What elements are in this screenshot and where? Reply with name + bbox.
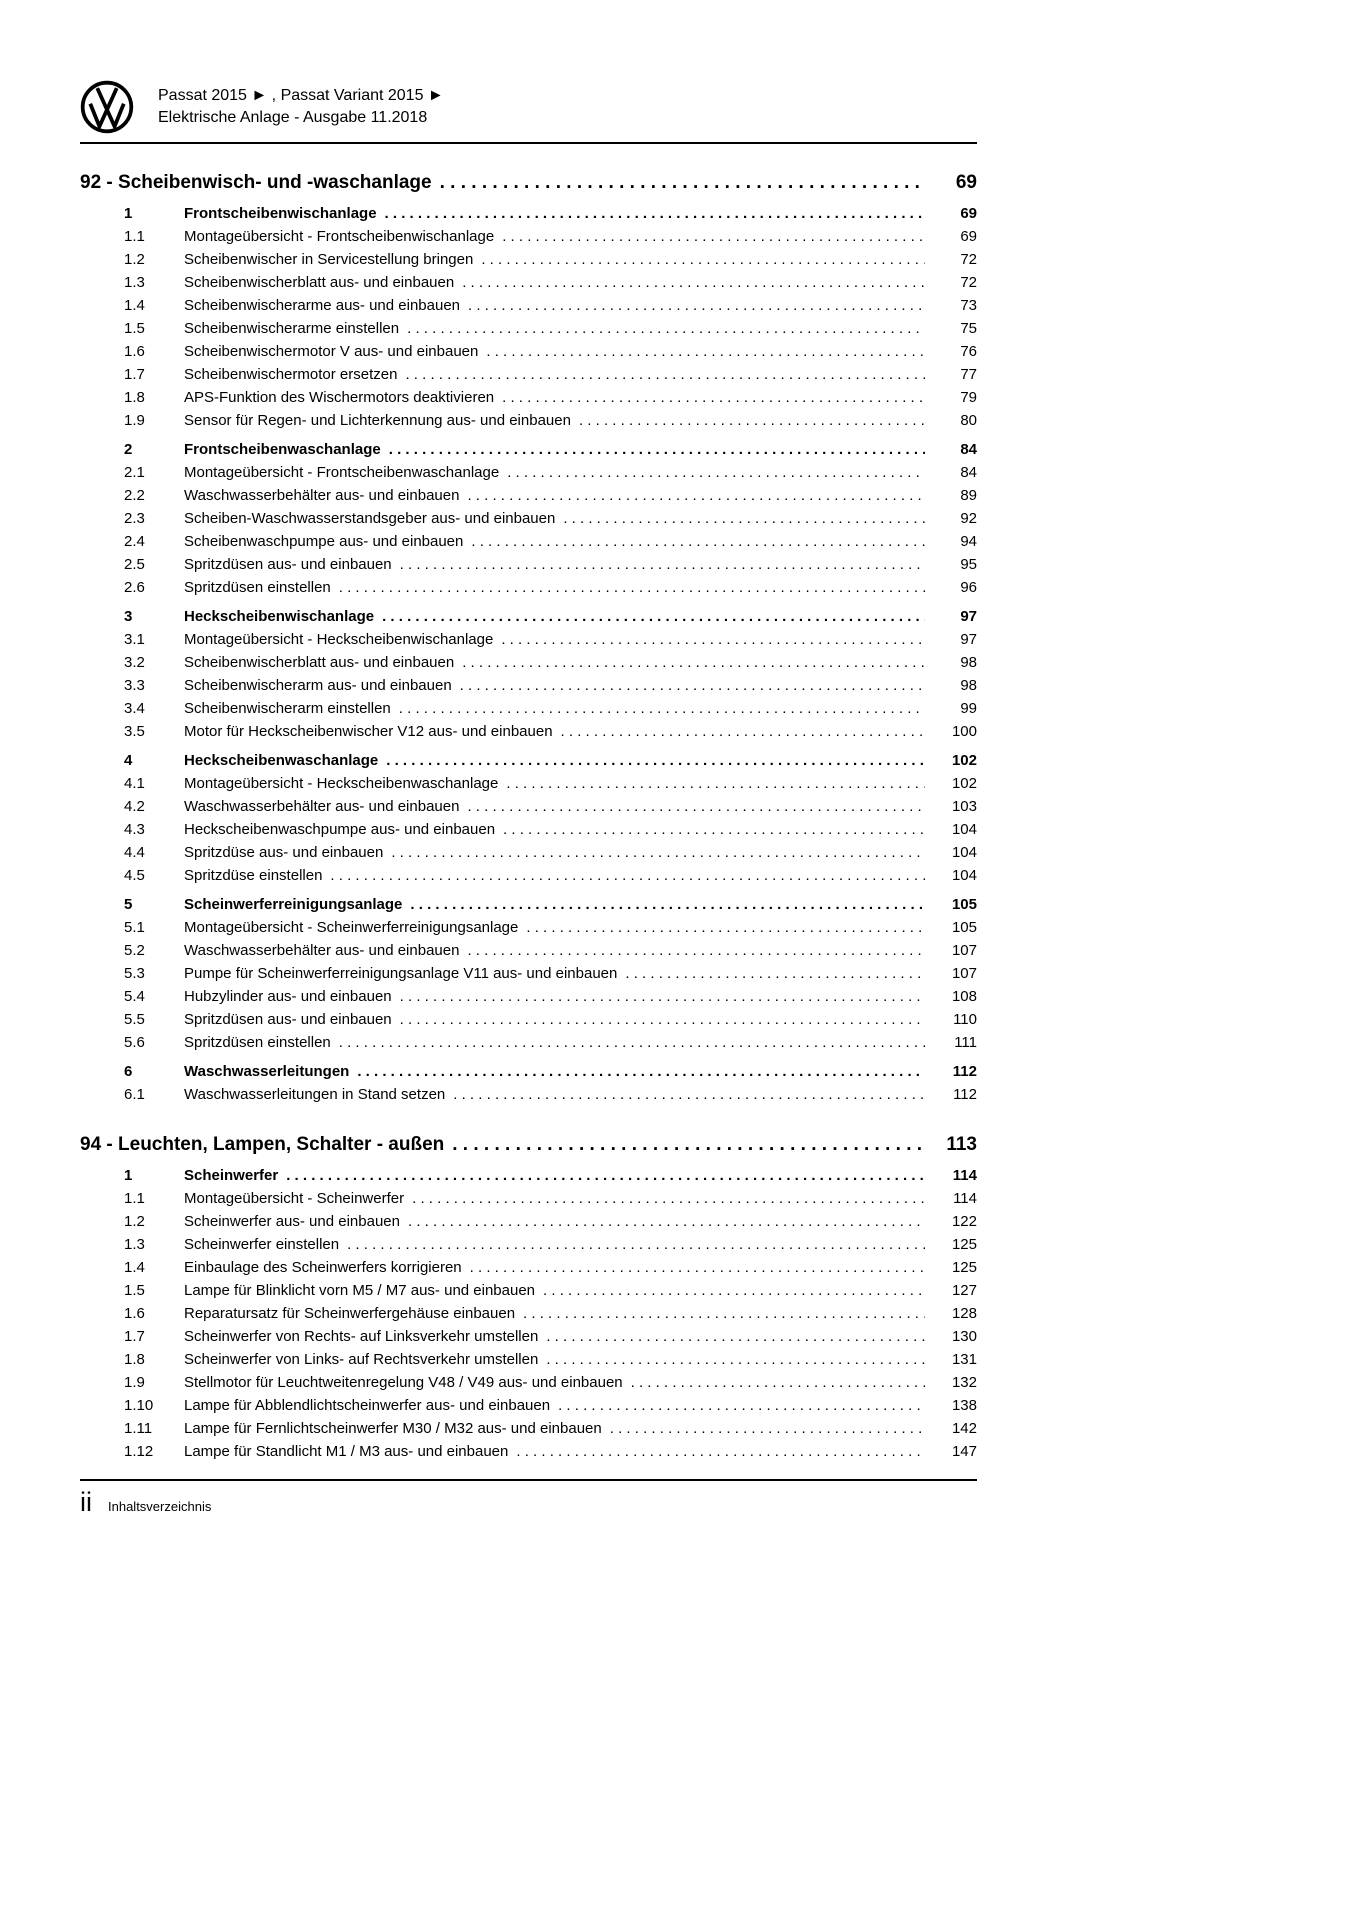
dot-leader	[400, 553, 925, 576]
entry-label: Spritzdüse einstellen	[184, 867, 323, 884]
entry-number: 6.1	[124, 1086, 145, 1103]
entry-label: Stellmotor für Leuchtweitenregelung V48 / V49 aus- und einbauen	[184, 1374, 623, 1391]
entry-label: Lampe für Standlicht M1 / M3 aus- und einbauen	[184, 1443, 509, 1460]
entry-page-number: 84	[960, 464, 977, 481]
entry-number: 4	[124, 752, 133, 769]
toc-entry[interactable]	[80, 1302, 977, 1325]
entry-page-number: 130	[951, 1328, 977, 1345]
toc-entry[interactable]	[80, 1210, 977, 1233]
toc-entry[interactable]	[80, 294, 977, 317]
entry-page-number: 80	[960, 412, 977, 429]
dot-leader	[408, 1210, 925, 1233]
entry-page-number: 110	[953, 1011, 977, 1028]
dot-leader	[468, 294, 925, 317]
dot-leader	[481, 248, 925, 271]
vw-logo-icon	[80, 80, 134, 134]
toc-entry[interactable]	[80, 1031, 977, 1054]
toc-entry[interactable]	[80, 795, 977, 818]
dot-leader	[399, 697, 925, 720]
header	[80, 80, 977, 134]
entry-label: Frontscheibenwaschanlage	[184, 441, 381, 458]
entry-label: Scheinwerfer	[184, 1167, 279, 1184]
entry-page-number: 112	[953, 1086, 977, 1103]
entry-page-number: 107	[951, 965, 977, 982]
entry-label: Spritzdüse aus- und einbauen	[184, 844, 384, 861]
entry-number: 5.2	[124, 942, 145, 959]
entry-label: Hubzylinder aus- und einbauen	[184, 988, 392, 1005]
entry-number: 1.2	[124, 1213, 145, 1230]
dot-leader	[385, 202, 925, 225]
entry-page-number: 72	[960, 251, 977, 268]
dot-leader	[462, 271, 925, 294]
entry-number: 2	[124, 441, 133, 458]
dot-leader	[523, 1302, 925, 1325]
toc-entry[interactable]	[80, 864, 977, 887]
entry-number: 3.2	[124, 654, 145, 671]
entry-label: Waschwasserleitungen in Stand setzen	[184, 1086, 446, 1103]
dot-leader	[502, 386, 925, 409]
entry-number: 6	[124, 1063, 133, 1080]
entry-page-number: 147	[951, 1443, 977, 1460]
entry-label: Sensor für Regen- und Lichterkennung aus- und einbauen	[184, 412, 571, 429]
dot-leader	[286, 1164, 925, 1187]
entry-number: 4.4	[124, 844, 145, 861]
entry-label: Einbaulage des Scheinwerfers korrigieren	[184, 1259, 462, 1276]
toc-entry[interactable]	[80, 225, 977, 248]
entry-label: Scheinwerfer aus- und einbauen	[184, 1213, 400, 1230]
entry-page-number: 127	[951, 1282, 977, 1299]
dot-leader	[339, 576, 925, 599]
entry-number: 1.3	[124, 274, 145, 291]
dot-leader	[389, 438, 925, 461]
entry-number: 1.9	[124, 1374, 145, 1391]
entry-label: Montageübersicht - Heckscheibenwischanlage	[184, 631, 494, 648]
toc	[80, 144, 977, 1463]
toc-entry[interactable]	[80, 271, 977, 294]
entry-page-number: 89	[960, 487, 977, 504]
toc-entry[interactable]	[80, 1164, 977, 1187]
dot-leader	[467, 484, 925, 507]
dot-leader	[460, 674, 925, 697]
toc-entry[interactable]	[80, 1008, 977, 1031]
entry-label: Frontscheibenwischanlage	[184, 205, 377, 222]
header-text	[158, 85, 444, 129]
toc-entry[interactable]	[80, 461, 977, 484]
entry-number: 2.2	[124, 487, 145, 504]
toc-entry[interactable]	[80, 1083, 977, 1106]
dot-leader	[502, 225, 925, 248]
entry-page-number: 72	[960, 274, 977, 291]
entry-label: Montageübersicht - Frontscheibenwaschanlage	[184, 464, 500, 481]
entry-page-number: 75	[960, 320, 977, 337]
entry-number: 1.5	[124, 320, 145, 337]
entry-page-number: 69	[960, 228, 977, 245]
section-page-number: 69	[955, 172, 977, 193]
dot-leader	[339, 1031, 925, 1054]
entry-label: Scheibenwischerarm aus- und einbauen	[184, 677, 452, 694]
dot-leader	[516, 1440, 925, 1463]
entry-page-number: 98	[960, 654, 977, 671]
dot-leader	[407, 317, 925, 340]
entry-number: 3	[124, 608, 133, 625]
entry-label: Waschwasserbehälter aus- und einbauen	[184, 942, 460, 959]
toc-entry[interactable]	[80, 1348, 977, 1371]
toc-entry[interactable]	[80, 962, 977, 985]
toc-entry[interactable]	[80, 202, 977, 225]
entry-page-number: 94	[960, 533, 977, 550]
entry-number: 3.5	[124, 723, 145, 740]
dot-leader	[546, 1325, 925, 1348]
toc-entry[interactable]	[80, 484, 977, 507]
entry-label: Montageübersicht - Frontscheibenwischanlage	[184, 228, 495, 245]
dot-leader	[546, 1348, 925, 1371]
entry-page-number: 104	[951, 821, 977, 838]
dot-leader	[558, 1394, 925, 1417]
dot-leader	[501, 628, 925, 651]
entry-number: 1.7	[124, 366, 145, 383]
toc-entry[interactable]	[80, 720, 977, 743]
entry-page-number: 131	[951, 1351, 977, 1368]
entry-label: Spritzdüsen aus- und einbauen	[184, 1011, 392, 1028]
header-title-line1: Passat 2015 ► , Passat Variant 2015 ►	[158, 87, 444, 104]
dot-leader	[563, 507, 925, 530]
entry-page-number: 99	[960, 700, 977, 717]
entry-number: 1.9	[124, 412, 145, 429]
entry-page-number: 111	[954, 1034, 977, 1051]
entry-number: 3.3	[124, 677, 145, 694]
entry-number: 5	[124, 896, 133, 913]
dot-leader	[412, 1187, 925, 1210]
entry-page-number: 97	[960, 631, 977, 648]
dot-leader	[382, 605, 925, 628]
entry-page-number: 92	[960, 510, 977, 527]
dot-leader	[400, 1008, 925, 1031]
dot-leader	[347, 1233, 925, 1256]
entry-page-number: 104	[951, 867, 977, 884]
entry-label: Scheibenwischerblatt aus- und einbauen	[184, 654, 455, 671]
toc-entry[interactable]	[80, 507, 977, 530]
entry-page-number: 114	[952, 1167, 977, 1184]
toc-entry[interactable]	[80, 605, 977, 628]
dot-leader	[526, 916, 925, 939]
entry-number: 1.4	[124, 1259, 145, 1276]
entry-label: Scheibenwischermotor ersetzen	[184, 366, 398, 383]
entry-page-number: 128	[951, 1305, 977, 1322]
entry-page-number: 100	[951, 723, 977, 740]
toc-entry[interactable]	[80, 1417, 977, 1440]
toc-entry[interactable]	[80, 1279, 977, 1302]
entry-number: 1	[124, 205, 133, 222]
entry-page-number: 77	[960, 366, 977, 383]
entry-number: 1	[124, 1167, 133, 1184]
dot-leader	[453, 1083, 925, 1106]
entry-number: 4.2	[124, 798, 145, 815]
toc-entry[interactable]	[80, 1256, 977, 1279]
toc-entry[interactable]	[80, 985, 977, 1008]
entry-number: 5.5	[124, 1011, 145, 1028]
entry-label: Waschwasserbehälter aus- und einbauen	[184, 798, 460, 815]
footer-page-number: ii	[80, 1487, 92, 1517]
entry-page-number: 96	[960, 579, 977, 596]
entry-label: Spritzdüsen einstellen	[184, 1034, 331, 1051]
dot-leader	[467, 939, 925, 962]
entry-label: Motor für Heckscheibenwischer V12 aus- und einbauen	[184, 723, 553, 740]
entry-page-number: 98	[960, 677, 977, 694]
entry-number: 4.3	[124, 821, 145, 838]
entry-number: 1.1	[124, 1190, 145, 1207]
entry-number: 4.5	[124, 867, 145, 884]
entry-label: Heckscheibenwischanlage	[184, 608, 375, 625]
entry-page-number: 142	[951, 1420, 977, 1437]
dot-leader	[486, 340, 925, 363]
toc-entry[interactable]	[80, 248, 977, 271]
dot-leader	[610, 1417, 925, 1440]
entry-number: 5.4	[124, 988, 145, 1005]
entry-label: Scheibenwischerarme einstellen	[184, 320, 400, 337]
entry-page-number: 104	[951, 844, 977, 861]
toc-section-heading[interactable]	[80, 170, 977, 196]
entry-page-number: 105	[951, 919, 977, 936]
toc-entry[interactable]	[80, 893, 977, 916]
entry-number: 1.3	[124, 1236, 145, 1253]
dot-leader	[471, 530, 925, 553]
toc-entry[interactable]	[80, 628, 977, 651]
section-title: 92 - Scheibenwisch- und -waschanlage	[80, 172, 432, 193]
entry-label: Heckscheibenwaschpumpe aus- und einbauen	[184, 821, 496, 838]
entry-number: 1.12	[124, 1443, 154, 1460]
entry-label: Scheinwerfer einstellen	[184, 1236, 340, 1253]
entry-number: 2.6	[124, 579, 145, 596]
toc-entry[interactable]	[80, 1394, 977, 1417]
entry-label: Reparatursatz für Scheinwerfergehäuse einbauen	[184, 1305, 516, 1322]
entry-number: 3.4	[124, 700, 145, 717]
entry-label: Scheinwerfer von Rechts- auf Linksverkehr umstellen	[184, 1328, 539, 1345]
toc-entry[interactable]	[80, 1371, 977, 1394]
entry-page-number: 84	[960, 441, 977, 458]
entry-number: 1.2	[124, 251, 145, 268]
toc-entry[interactable]	[80, 1440, 977, 1463]
entry-page-number: 102	[951, 752, 977, 769]
entry-label: Waschwasserbehälter aus- und einbauen	[184, 487, 460, 504]
dot-leader	[467, 795, 925, 818]
toc-entry[interactable]	[80, 1325, 977, 1348]
entry-number: 4.1	[124, 775, 145, 792]
entry-label: Montageübersicht - Scheinwerfer	[184, 1190, 405, 1207]
dot-leader	[625, 962, 925, 985]
dot-leader	[561, 720, 925, 743]
entry-number: 1.11	[124, 1420, 153, 1437]
dot-leader	[579, 409, 925, 432]
toc-entry[interactable]	[80, 818, 977, 841]
toc-entry[interactable]	[80, 674, 977, 697]
entry-number: 1.7	[124, 1328, 145, 1345]
entry-page-number: 79	[960, 389, 977, 406]
header-title-line2: Elektrische Anlage - Ausgabe 11.2018	[158, 109, 428, 126]
dot-leader	[470, 1256, 925, 1279]
entry-label: Lampe für Abblendlichtscheinwerfer aus- und einbauen	[184, 1397, 551, 1414]
toc-entry[interactable]	[80, 651, 977, 674]
entry-number: 1.8	[124, 1351, 145, 1368]
dot-leader	[452, 1132, 925, 1158]
toc-entry[interactable]	[80, 553, 977, 576]
entry-number: 1.8	[124, 389, 145, 406]
dot-leader	[410, 893, 925, 916]
entry-label: Montageübersicht - Heckscheibenwaschanlage	[184, 775, 499, 792]
entry-page-number: 102	[951, 775, 977, 792]
entry-label: Scheibenwischermotor V aus- und einbauen	[184, 343, 479, 360]
entry-label: Lampe für Blinklicht vorn M5 / M7 aus- und einbauen	[184, 1282, 536, 1299]
entry-page-number: 132	[951, 1374, 977, 1391]
entry-page-number: 125	[951, 1236, 977, 1253]
dot-leader	[631, 1371, 925, 1394]
entry-number: 5.6	[124, 1034, 145, 1051]
entry-label: Scheibenwaschpumpe aus- und einbauen	[184, 533, 464, 550]
dot-leader	[330, 864, 925, 887]
dot-leader	[543, 1279, 925, 1302]
toc-entry[interactable]	[80, 438, 977, 461]
toc-entry[interactable]	[80, 1060, 977, 1083]
dot-leader	[440, 170, 925, 196]
entry-page-number: 108	[951, 988, 977, 1005]
entry-label: Spritzdüsen aus- und einbauen	[184, 556, 392, 573]
entry-page-number: 97	[960, 608, 977, 625]
toc-entry[interactable]	[80, 939, 977, 962]
entry-page-number: 69	[960, 205, 977, 222]
footer	[80, 1479, 977, 1517]
toc-entry[interactable]	[80, 749, 977, 772]
toc-entry[interactable]	[80, 841, 977, 864]
entry-number: 1.1	[124, 228, 145, 245]
toc-entry[interactable]	[80, 576, 977, 599]
entry-number: 5.1	[124, 919, 145, 936]
entry-label: Scheibenwischer in Servicestellung bringen	[184, 251, 474, 268]
entry-label: Scheinwerferreinigungsanlage	[184, 896, 403, 913]
entry-label: Scheinwerfer von Links- auf Rechtsverkehr umstellen	[184, 1351, 539, 1368]
entry-page-number: 107	[951, 942, 977, 959]
dot-leader	[391, 841, 925, 864]
toc-entry[interactable]	[80, 916, 977, 939]
entry-page-number: 95	[960, 556, 977, 573]
toc-entry[interactable]	[80, 1187, 977, 1210]
toc-entry[interactable]	[80, 409, 977, 432]
entry-label: Lampe für Fernlichtscheinwerfer M30 / M32 aus- und einbauen	[184, 1420, 602, 1437]
dot-leader	[503, 818, 925, 841]
entry-number: 1.6	[124, 1305, 145, 1322]
entry-page-number: 112	[952, 1063, 977, 1080]
entry-number: 2.5	[124, 556, 145, 573]
entry-page-number: 73	[960, 297, 977, 314]
entry-number: 1.4	[124, 297, 145, 314]
entry-page-number: 76	[960, 343, 977, 360]
toc-entry[interactable]	[80, 363, 977, 386]
entry-page-number: 105	[951, 896, 977, 913]
entry-number: 5.3	[124, 965, 145, 982]
entry-label: Scheibenwischerblatt aus- und einbauen	[184, 274, 455, 291]
dot-leader	[506, 772, 925, 795]
entry-number: 1.10	[124, 1397, 154, 1414]
entry-page-number: 138	[951, 1397, 977, 1414]
toc-entry[interactable]	[80, 386, 977, 409]
entry-page-number: 114	[953, 1190, 977, 1207]
entry-page-number: 103	[951, 798, 977, 815]
dot-leader	[507, 461, 925, 484]
entry-label: Scheibenwischerarme aus- und einbauen	[184, 297, 461, 314]
entry-label: Scheiben-Waschwasserstandsgeber aus- und einbauen	[184, 510, 556, 527]
entry-label: APS-Funktion des Wischermotors deaktivieren	[184, 389, 495, 406]
footer-label: Inhaltsverzeichnis	[108, 1499, 212, 1514]
section-page-number: 113	[946, 1134, 977, 1155]
entry-number: 2.1	[124, 464, 145, 481]
toc-entry[interactable]	[80, 340, 977, 363]
entry-label: Montageübersicht - Scheinwerferreinigungsanlage	[184, 919, 519, 936]
dot-leader	[357, 1060, 925, 1083]
dot-leader	[386, 749, 925, 772]
entry-number: 2.4	[124, 533, 145, 550]
section-title: 94 - Leuchten, Lampen, Schalter - außen	[80, 1134, 445, 1155]
entry-number: 2.3	[124, 510, 145, 527]
dot-leader	[400, 985, 925, 1008]
entry-label: Scheibenwischerarm einstellen	[184, 700, 391, 717]
entry-label: Spritzdüsen einstellen	[184, 579, 331, 596]
toc-entry[interactable]	[80, 697, 977, 720]
entry-page-number: 125	[951, 1259, 977, 1276]
entry-page-number: 122	[951, 1213, 977, 1230]
entry-label: Heckscheibenwaschanlage	[184, 752, 379, 769]
toc-entry[interactable]	[80, 530, 977, 553]
toc-entry[interactable]	[80, 317, 977, 340]
toc-entry[interactable]	[80, 1233, 977, 1256]
dot-leader	[405, 363, 925, 386]
entry-number: 1.6	[124, 343, 145, 360]
toc-section-heading[interactable]	[80, 1132, 977, 1158]
entry-number: 1.5	[124, 1282, 145, 1299]
dot-leader	[462, 651, 925, 674]
entry-label: Waschwasserleitungen	[184, 1063, 350, 1080]
entry-number: 3.1	[124, 631, 145, 648]
toc-entry[interactable]	[80, 772, 977, 795]
entry-label: Pumpe für Scheinwerferreinigungsanlage V11 aus- und einbauen	[184, 965, 618, 982]
